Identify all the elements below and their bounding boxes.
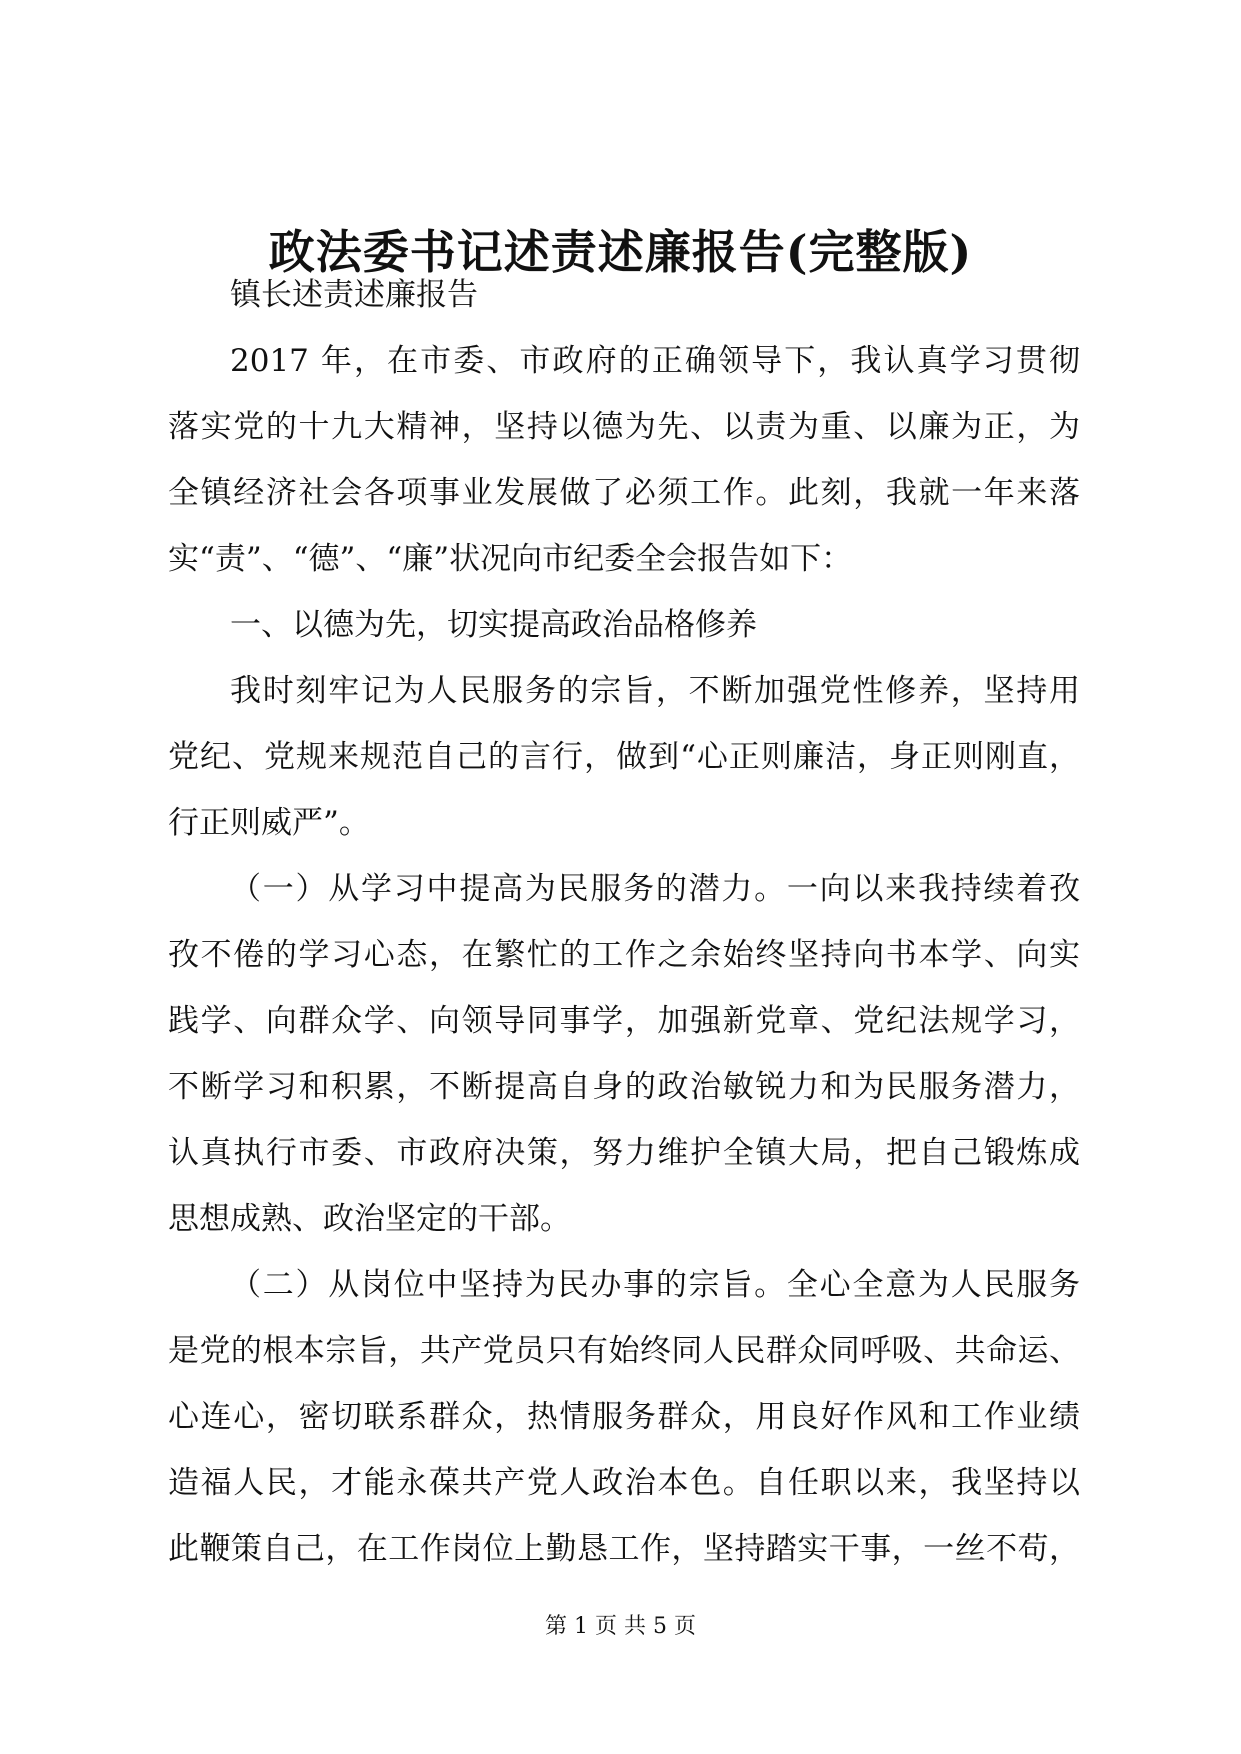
body-line: 是党的根本宗旨，共产党员只有始终同人民群众同呼吸、共命运、: [168, 1333, 1080, 1369]
body-line: 实“责”、“德”、“廉”状况向市纪委全会报告如下：: [168, 541, 853, 577]
body-line: 我时刻牢记为人民服务的宗旨，不断加强党性修养，坚持用: [230, 673, 1080, 709]
body-line: 行正则威严”。: [168, 805, 370, 841]
body-line: 孜不倦的学习心态，在繁忙的工作之余始终坚持向书本学、向实: [168, 937, 1080, 973]
body-line: 心连心，密切联系群众，热情服务群众，用良好作风和工作业绩: [168, 1399, 1080, 1435]
body-line: 落实党的十九大精神，坚持以德为先、以责为重、以廉为正，为: [168, 409, 1080, 445]
body-line: （二）从岗位中坚持为民办事的宗旨。全心全意为人民服务: [230, 1267, 1080, 1303]
document-title: 政法委书记述责述廉报告(完整版): [268, 225, 973, 279]
body-line: 全镇经济社会各项事业发展做了必须工作。此刻，我就一年来落: [168, 475, 1080, 511]
body-line: 一、以德为先，切实提高政治品格修养: [230, 607, 757, 643]
body-line: 镇长述责述廉报告: [230, 277, 478, 313]
document-body: [168, 262, 1080, 1582]
body-line: 思想成熟、政治坚定的干部。: [168, 1201, 571, 1237]
page-footer: 第 1 页 共 5 页: [545, 1614, 696, 1639]
body-line: 不断学习和积累，不断提高自身的政治敏锐力和为民服务潜力，: [168, 1069, 1080, 1105]
body-line: 此鞭策自己，在工作岗位上勤恳工作，坚持踏实干事，一丝不苟，: [168, 1531, 1080, 1567]
body-line: 造福人民，才能永葆共产党人政治本色。自任职以来，我坚持以: [168, 1465, 1080, 1501]
body-line: 党纪、党规来规范自己的言行，做到“心正则廉洁，身正则刚直，: [168, 739, 1080, 775]
body-line: （一）从学习中提高为民服务的潜力。一向以来我持续着孜: [230, 871, 1080, 907]
body-line: 践学、向群众学、向领导同事学，加强新党章、党纪法规学习，: [168, 1003, 1080, 1039]
body-line: 认真执行市委、市政府决策，努力维护全镇大局，把自己锻炼成: [168, 1135, 1080, 1171]
body-line: 2017 年，在市委、市政府的正确领导下，我认真学习贯彻: [230, 343, 1080, 379]
